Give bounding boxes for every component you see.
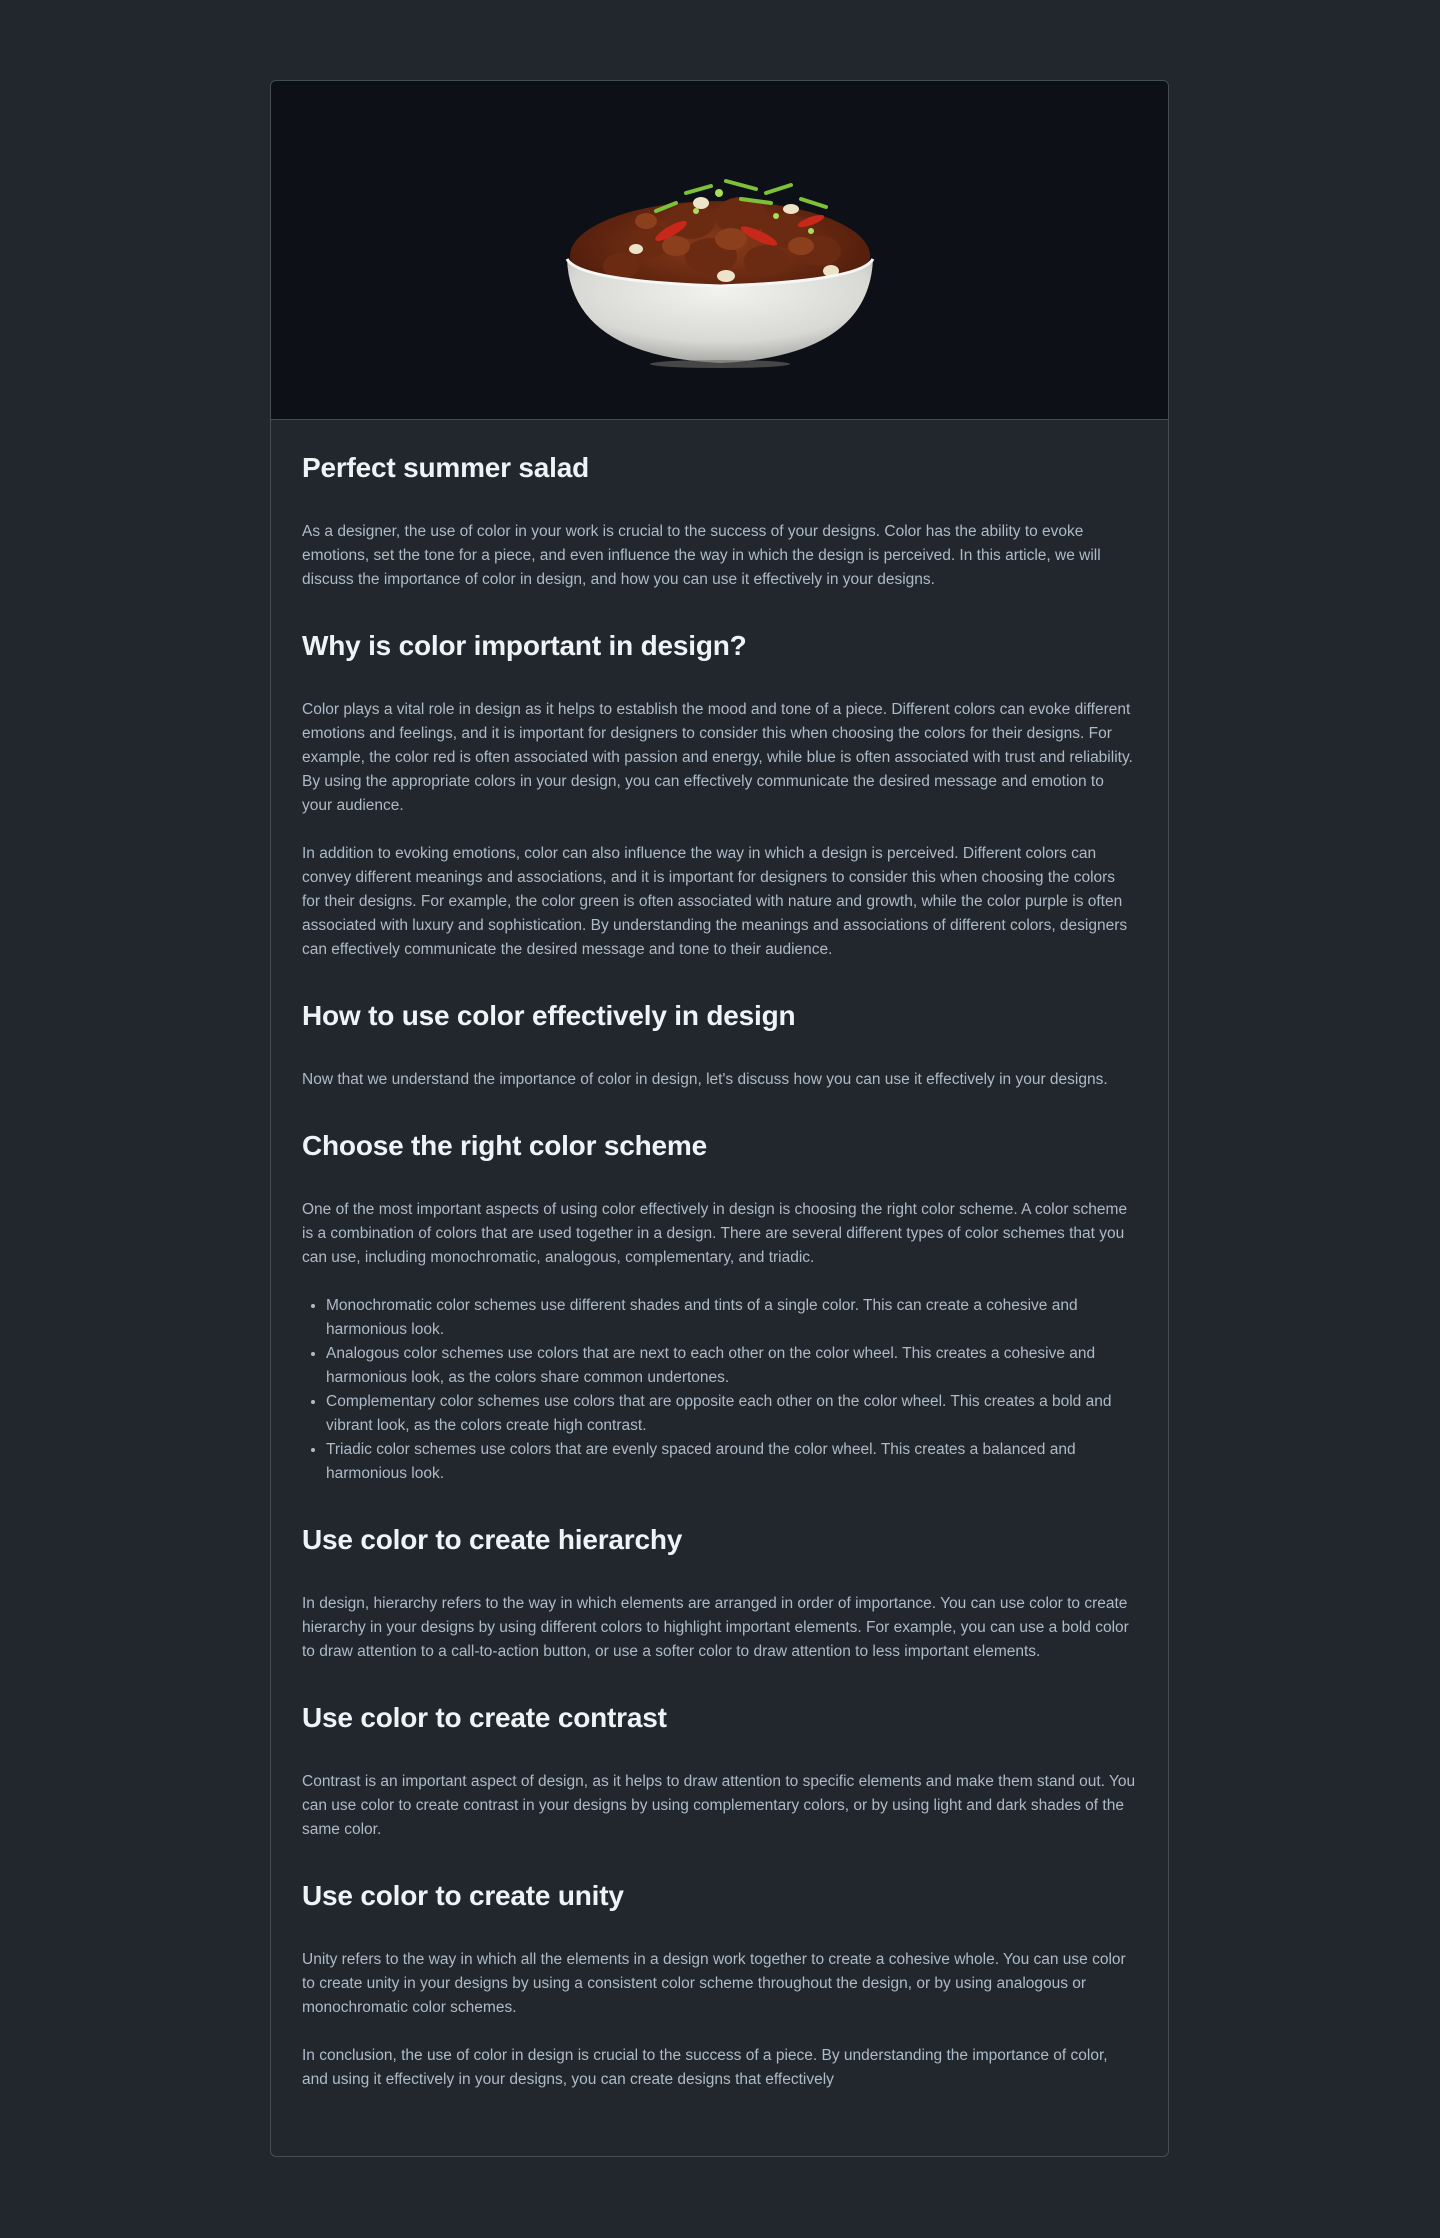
conclusion-paragraph: In conclusion, the use of color in design is crucial to the success of a piece. By understanding the importance of color, and using it effectively in your designs, you can create designs that effectively <box>302 2047 1108 2088</box>
list-item: • Analogous color schemes use colors that are next to each other on the color wheel. This creates a cohesive and harmonious look, as the colors share common undertones. <box>326 1342 1137 1390</box>
color-scheme-list <box>302 1294 1137 1486</box>
paragraph: In design, hierarchy refers to the way in which elements are arranged in order of importance. You can use color to create hierarchy in your designs by using different colors to highlight important elements. For example, you can use a bold color to draw attention to a call-to-action button, or use a softer color to draw attention to less important elements. <box>302 1595 1129 1660</box>
intro-paragraph: As a designer, the use of color in your work is crucial to the success of your designs. Color has the ability to evoke emotions, set the tone for a piece, and even influence the way in which the design is perceived. In this article, we will discuss the importance of color in design, and how you can use it effectively in your designs. <box>302 523 1101 588</box>
section-heading-why-color: Why is color important in design? <box>302 630 747 661</box>
list-item: • Monochromatic color schemes use different shades and tints of a single color. This can create a cohesive and harmonious look. <box>326 1294 1137 1342</box>
article-title: Perfect summer salad <box>302 452 590 483</box>
section-heading-unity: Use color to create unity <box>302 1880 624 1911</box>
paragraph: One of the most important aspects of using color effectively in design is choosing the right color scheme. A color scheme is a combination of colors that are used together in a design. There are several different types of color schemes that you can use, including monochromatic, analogous, complementary, and triadic. <box>302 1201 1128 1266</box>
bowl-of-food-icon <box>271 81 1169 419</box>
article-body <box>271 420 1168 2092</box>
section-heading-contrast: Use color to create contrast <box>302 1702 667 1733</box>
paragraph: Color plays a vital role in design as it helps to establish the mood and tone of a piece. Different colors can evoke different emotions and feelings, and it is important for designers to consider this when choosing the colors for their designs. For example, the color red is often associated with passion and energy, while blue is often associated with trust and reliability. By using the appropriate colors in your design, you can effectively communicate the desired message and emotion to your audience. <box>302 701 1133 814</box>
hero-image <box>271 81 1168 420</box>
list-item: • Triadic color schemes use colors that are evenly spaced around the color wheel. This creates a balanced and harmonious look. <box>326 1438 1137 1486</box>
paragraph: Unity refers to the way in which all the elements in a design work together to create a cohesive whole. You can use color to create unity in your designs by using a consistent color scheme throughout the design, or by using analogous or monochromatic color schemes. <box>302 1951 1126 2016</box>
article-card <box>270 80 1169 2157</box>
paragraph: In addition to evoking emotions, color can also influence the way in which a design is perceived. Different colors can convey different meanings and associations, and it is important for designers to consider this when choosing the colors for their designs. For example, the color green is often associated with nature and growth, while the color purple is often associated with luxury and sophistication. By understanding the meanings and associations of different colors, designers can effectively communicate the desired message and tone to their audience. <box>302 845 1128 958</box>
section-heading-color-scheme: Choose the right color scheme <box>302 1130 707 1161</box>
section-heading-hierarchy: Use color to create hierarchy <box>302 1524 683 1555</box>
paragraph: Contrast is an important aspect of design, as it helps to draw attention to specific elements and make them stand out. You can use color to create contrast in your designs by using complementary colors, or by using light and dark shades of the same color. <box>302 1773 1136 1838</box>
section-heading-how-to-use: How to use color effectively in design <box>302 1000 796 1031</box>
list-item: • Complementary color schemes use colors that are opposite each other on the color wheel. This creates a bold and vibrant look, as the colors create high contrast. <box>326 1390 1137 1438</box>
paragraph: Now that we understand the importance of color in design, let's discuss how you can use it effectively in your designs. <box>302 1071 1108 1088</box>
